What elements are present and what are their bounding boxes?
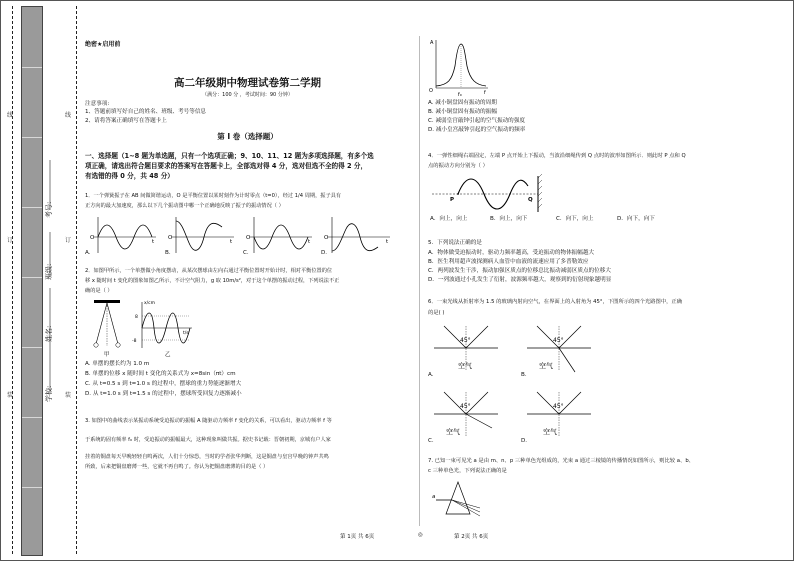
axis-label: t — [230, 239, 233, 245]
question-text: 点的振动方向分别为（ ） — [428, 163, 488, 169]
exam-subtitle: （满分：100 分 ，考试时间：90 分钟） — [202, 92, 293, 98]
section-instructions: 有选错的得 0 分，共 48 分） — [85, 172, 174, 180]
q3-resonance-graph — [428, 36, 490, 98]
confidential-stamp: 绝密★启用前 — [85, 41, 121, 48]
option-text: C．向下，向上 — [556, 216, 594, 222]
option-text: D. 减小皇宫敲钟引起的空气振动的频率 — [428, 127, 526, 133]
question-text: 4．一弹性细绳右端固定，左端 P 点开始上下振动，当波沿细绳传到 Q 点时的波形如图所示．则此时 P 点和 Q — [428, 153, 686, 159]
q2-xt-graph — [130, 298, 194, 358]
tick-label: 8 — [135, 315, 138, 320]
option-label: C. — [243, 250, 249, 256]
question-text: 3. 如图中的曲线表示某振动系统受迫振动的振幅 A 随驱动力频率 f 变化的关系，可以看出，驱动力频率 f 等 — [85, 418, 332, 424]
seal-char: 线 — [7, 112, 14, 119]
axis-label: O — [90, 235, 95, 241]
figure-label: 乙 — [165, 352, 171, 358]
point-label: P — [450, 197, 455, 203]
seal-line-inner — [76, 6, 77, 554]
axis-label: f — [484, 90, 486, 96]
angle-label: 45° — [553, 337, 564, 344]
figure-label: 甲 — [104, 352, 110, 358]
pendulum-figure — [88, 300, 128, 358]
question-text: 正方向的最大加速度，那么以下几个振动图中哪一个正确地反映了振子的振动情况（ ） — [85, 203, 284, 209]
beam-label: a — [432, 494, 436, 500]
q1-graph-c — [244, 215, 316, 255]
tick-label: -8 — [132, 339, 137, 344]
class-blank[interactable] — [47, 232, 53, 277]
question-text: 移 x 随时间 t 变化的图象如图乙所示，不计空气阻力，g 取 10m/s²，对于这个单摆的振动过程，下列说法不正 — [85, 278, 340, 284]
q6-diagram-d — [525, 388, 593, 444]
axis-label: x/cm — [144, 301, 156, 306]
option-label: B. — [165, 250, 171, 256]
option-label: A. — [85, 250, 91, 256]
axis-label: t — [152, 239, 155, 245]
option-label: C. — [428, 438, 434, 444]
medium-label: 空气 — [458, 362, 472, 370]
part-title: 第 I 卷（选择题） — [217, 132, 278, 141]
page-number: 第 1页 共 6页 — [340, 534, 375, 540]
option-text: A．物体做受迫振动时，驱动力频率越高，受迫振动的物体振幅越大 — [428, 250, 595, 256]
angle-label: 45° — [460, 337, 471, 344]
axis-label: O — [246, 235, 251, 241]
axis-label: O — [429, 88, 433, 94]
q6-diagram-b — [525, 322, 593, 378]
question-text: 7. 已知一束可见光 a 是由 m、n、p 三种单色光组成的，光束 a 通过三棱镜的传播情况如图所示，则比较 a、b、 — [428, 458, 694, 464]
axis-label: t — [308, 239, 311, 245]
section-instructions: 项正确，请选出符合题目要求的答案写在答题卡上，全部选对得 4 分，选对但选不全的得 2 分， — [85, 162, 368, 170]
option-label: D. — [521, 438, 528, 444]
axis-label: t — [386, 239, 389, 245]
q1-graph-b — [166, 215, 238, 255]
exam-title: 高二年级期中物理试卷第二学期 — [174, 77, 321, 89]
medium-label: 空气 — [539, 362, 553, 370]
question-text: 2．如图甲所示，一个单摆做小角度摆动，从某次摆球由左向右通过平衡位置时开始计时，相对平衡位置的位 — [85, 268, 333, 274]
q4-wave-figure — [428, 172, 548, 214]
point-label: Q — [528, 197, 533, 203]
notes-item: 1、答题前填写好自己的姓名、班级、考号等信息 — [85, 109, 207, 115]
option-label: D. — [321, 250, 328, 256]
axis-label: f₀ — [458, 92, 462, 98]
option-text: B．医生利用超声波探测病人血管中血液的流速应用了多普勒效应 — [428, 259, 589, 265]
name-label: 姓名: — [45, 325, 53, 342]
axis-label: O — [324, 235, 329, 241]
class-label: 班级: — [45, 263, 53, 280]
option-label: B. — [521, 372, 527, 378]
seal-char: 订 — [7, 237, 14, 244]
question-text: 挂着的铜盘每天早晚轻轻自鸣两次，人们十分惊恐，当时的学者张华判断，这是铜盘与皇宫早晚的钟声共鸣 — [85, 454, 329, 460]
seal-char: 装 — [65, 392, 72, 399]
option-text: D. 从 t=1.0 s 到 t=1.5 s 的过程中，摆球所受回复力逐渐减小 — [85, 391, 242, 397]
q6-diagram-c — [432, 388, 500, 444]
question-text: 的是( ) — [428, 310, 445, 316]
axis-label: t/s — [183, 331, 189, 336]
option-text: A. 单摆的摆长约为 1.0 m — [85, 361, 150, 367]
question-text: 1．一个弹簧振子在 AB 间做简谐运动，O 是平衡位置以某时刻作为计时零点（t=0），经过 1/4 周期，振子具有 — [85, 193, 342, 199]
q6-diagram-a — [432, 322, 500, 378]
option-text: C．两列波发生干涉，振动加强区质点的位移总比振动减弱区质点的位移大 — [428, 268, 611, 274]
question-text: 于系统的固有频率 f₀ 时，受迫振动的振幅最大，这种现象叫做共振。据史书记载：晋朝初期，京城有户人家 — [85, 437, 331, 443]
seal-char: 订 — [65, 237, 72, 244]
q1-graph-a — [88, 215, 160, 255]
option-text: A. 减小铜盘固有振动的周期 — [428, 100, 497, 106]
medium-label: 空气 — [543, 428, 557, 436]
column-divider — [419, 36, 420, 526]
axis-label: O — [168, 235, 173, 241]
q7-prism-figure — [430, 478, 486, 518]
option-text: B. 单摆的位移 x 随时间 t 变化的关系式为 x=8sin（πt）cm — [85, 371, 236, 377]
question-text: 确的是（ ） — [85, 288, 113, 294]
axis-label: A — [430, 40, 434, 46]
page-number: 第 2页 共 6页 — [454, 534, 489, 540]
medium-label: 空气 — [446, 428, 460, 436]
question-text: 所致，后来把铜盘磨薄一些，它就不再自鸣了。你认为把铜盘磨薄的目的是（ ） — [85, 464, 269, 470]
option-text: C. 减弱皇宫敲钟引起的空气振动的强度 — [428, 118, 525, 124]
option-label: A. — [428, 372, 434, 378]
section-instructions: 一、选择题（1~8 题为单选题，只有一个选项正确；9、10、11、12 题为多项选择题，有多个选 — [85, 152, 374, 160]
option-text: D．向下，向下 — [617, 216, 655, 222]
q1-graph-d — [322, 215, 394, 255]
exam-no-label: 考号: — [45, 201, 53, 218]
option-text: B. 减小铜盘固有振动的振幅 — [428, 109, 497, 115]
seal-char: 装 — [7, 392, 14, 399]
option-text: B．向上，向下 — [490, 216, 528, 222]
option-text: A．向上，向上 — [430, 216, 468, 222]
exam-no-blank[interactable] — [47, 160, 53, 210]
binding-gutter — [21, 6, 43, 556]
question-text: 5．下列说法正确的是 — [428, 240, 482, 246]
notes-heading: 注意事项: — [85, 101, 110, 107]
page-separator-icon: ◎ — [418, 532, 423, 538]
school-label: 学校: — [45, 385, 53, 402]
option-text: D．一列波通过小孔发生了衍射，波源频率越大，观察到的衍射现象越明显 — [428, 277, 612, 283]
notes-item: 2、请将答案正确填写在答题卡上 — [85, 118, 167, 124]
angle-label: 45° — [553, 403, 564, 410]
question-text: c 三种单色光，下列说法正确的是 — [428, 468, 507, 474]
option-text: C. 从 t=0.5 s 到 t=1.0 s 的过程中，摆球的重力势能逐渐增大 — [85, 381, 242, 387]
seal-line-outer — [12, 6, 13, 554]
seal-char: 线 — [65, 112, 72, 119]
question-text: 6．一束光线从折射率为 1.5 的玻璃内射向空气，在界面上的入射角为 45°，下图所示的四个光路图中，正确 — [428, 299, 683, 305]
angle-label: 45° — [460, 403, 471, 410]
